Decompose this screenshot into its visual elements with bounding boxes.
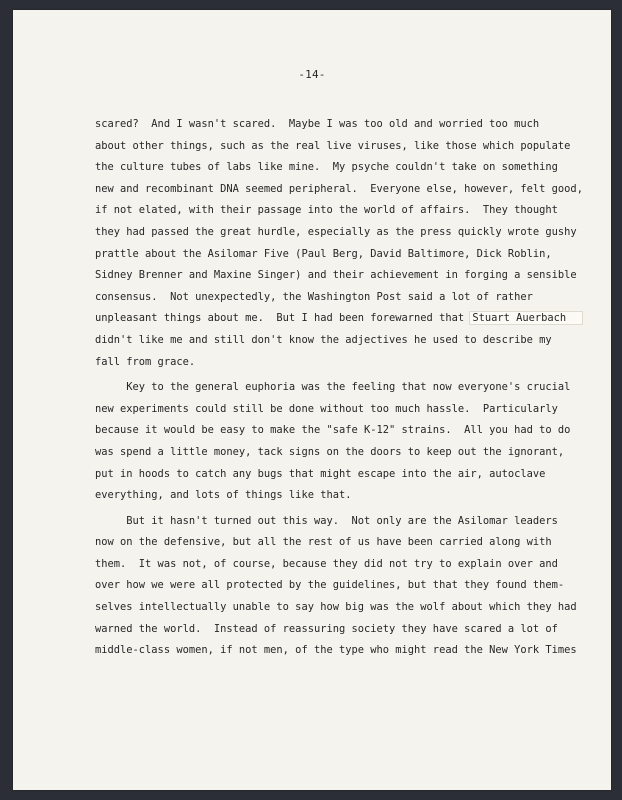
pasted-name-insert: Stuart Auerbach [470,312,582,324]
text-line: scared? And I wasn't scared. Maybe I was too old and worried too much [95,118,540,130]
text-line: the culture tubes of labs like mine. My psyche couldn't take on something [95,161,558,174]
text-line: warned the world. Instead of reassuring society they have scared a lot of [95,622,558,635]
text-line: was spend a little money, tack signs on the doors to keep out the ignorant, [95,445,565,458]
body-text [95,114,583,662]
text-line: they had passed the great hurdle, especially as the press quickly wrote gushy [95,225,577,238]
text-line: Key to the general euphoria was the feeling that now everyone's crucial [95,381,571,394]
text-line: about other things, such as the real live viruses, like those which populate [95,139,571,152]
text-line: if not elated, with their passage into the world of affairs. They thought [95,204,558,217]
text-line: consensus. Not unexpectedly, the Washington Post said a lot of rather [95,290,533,303]
text-line: everything, and lots of things like that. [95,489,352,502]
text-line: prattle about the Asilomar Five (Paul Berg, David Baltimore, Dick Roblin, [95,247,552,260]
text-line: middle-class women, if not men, of the type who might read the New York Times [95,644,577,657]
text-line: new and recombinant DNA seemed peripheral. Everyone else, however, felt good, [95,182,583,195]
text-line: But it hasn't turned out this way. Not only are the Asilomar leaders [95,514,558,527]
text-segment: unpleasant things about me. But I had been forewarned that [95,312,471,325]
text-line: because it would be easy to make the "safe K-12" strains. All you had to do [95,424,571,437]
text-line: didn't like me and still don't know the adjectives he used to describe my [95,333,552,346]
typewritten-page [13,10,611,790]
text-line: new experiments could still be done without too much hassle. Particularly [95,402,558,415]
text-line: over how we were all protected by the guidelines, but that they found them- [95,579,565,592]
text-line: now on the defensive, but all the rest of us have been carried along with [95,536,552,549]
text-line: fall from grace. [95,355,196,368]
text-line: them. It was not, of course, because they did not try to explain over and [95,557,558,570]
text-line-with-insert [95,308,575,330]
text-line: put in hoods to catch any bugs that might escape into the air, autoclave [95,467,546,480]
text-line: Sidney Brenner and Maxine Singer) and their achievement in forging a sensible [95,269,577,282]
page-number: -14- [298,68,326,81]
text-line: selves intellectually unable to say how big was the wolf about which they had [95,601,577,614]
